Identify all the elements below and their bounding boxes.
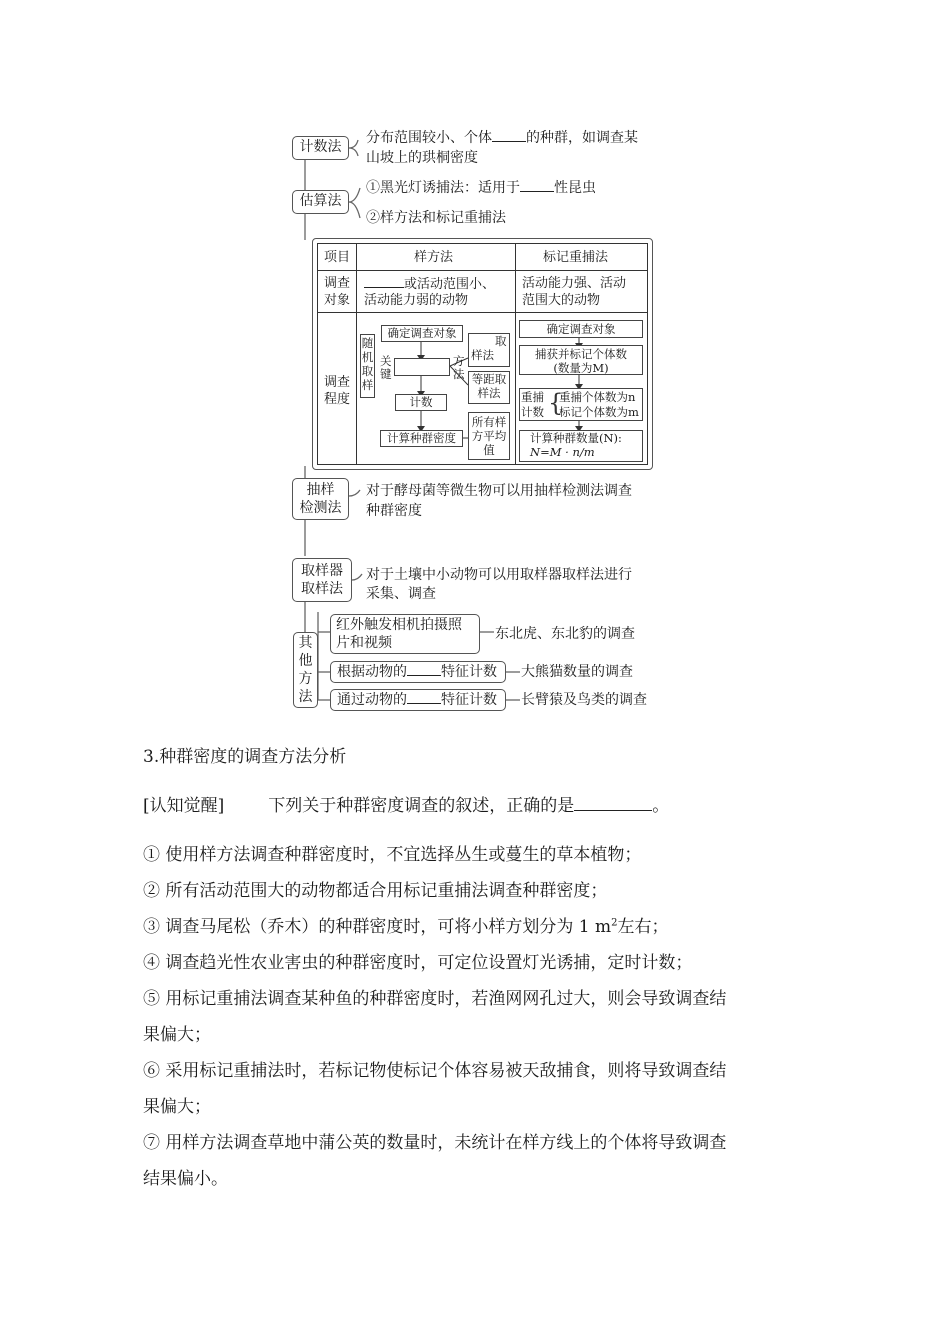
- table-header-item: 项目: [324, 250, 351, 265]
- statement-6-line-2: 果偏大；: [143, 1097, 211, 1117]
- blank: [520, 178, 554, 192]
- statement-3: ③ 调查马尾松（乔木）的种群密度时，可将小样方划分为 1 $m^2$左右；: [143, 917, 669, 937]
- other-feature-box-1: 根据动物的 特征计数: [330, 661, 506, 683]
- sampling-desc-2: 种群密度: [366, 503, 422, 519]
- count-method-label: 计数法: [299, 139, 342, 155]
- q-average-box: 所有样 方平均 值: [468, 412, 510, 460]
- table-header-mark-recapture: 标记重捕法: [543, 250, 609, 265]
- statement-5-line-2: 果偏大；: [143, 1025, 211, 1045]
- random-sampling-box: 随 机 取 样: [360, 334, 375, 398]
- other-feature-target-1: 大熊猫数量的调查: [521, 664, 633, 680]
- quadrat-object-1: 或活动范围小、: [364, 275, 495, 293]
- sampler-desc-2: 采集、调查: [366, 586, 436, 602]
- question-line: [认知觉醒] 下列关于种群密度调查的叙述，正确的是 。: [143, 793, 669, 818]
- table-divider: [318, 312, 647, 313]
- count-method-desc-2: 山坡上的珙桐密度: [366, 150, 478, 166]
- table-divider: [318, 270, 647, 271]
- statement-5-line-1: ⑤ 用标记重捕法调查某种鱼的种群密度时，若渔网网孔过大，则会导致调查结: [143, 989, 727, 1009]
- sampler-desc-1: 对于土壤中小动物可以用取样器取样法进行: [366, 567, 632, 583]
- table-divider: [515, 244, 516, 464]
- blank: [407, 662, 441, 676]
- key-label-2: 键: [380, 367, 392, 381]
- count-method-box: [292, 136, 349, 160]
- sampler-method-box: 取样器 取样法: [292, 558, 352, 602]
- table-header-quadrat: 样方法: [414, 250, 454, 265]
- row-label-object-1: 调查: [324, 276, 351, 291]
- q-count-box: 计数: [395, 394, 447, 411]
- row-label-procedure-2: 程度: [324, 392, 351, 407]
- m-recapture-brace: {: [548, 389, 564, 417]
- table-divider: [356, 244, 357, 464]
- mark-object-2: 范围大的动物: [522, 293, 601, 308]
- q-take-sample-box: 取 样法: [468, 333, 510, 367]
- m-recapture-m: 标记个体数为m: [559, 405, 639, 419]
- other-camera-box: 红外触发相机拍摄照 片和视频: [330, 614, 480, 654]
- method-label-2: 法: [453, 367, 465, 381]
- row-label-procedure-1: 调查: [324, 375, 351, 390]
- statement-6-line-1: ⑥ 采用标记重捕法时，若标记物使标记个体容易被天敌捕食，则将导致调查结: [143, 1061, 727, 1081]
- other-camera-target: 东北虎、东北豹的调查: [495, 626, 635, 642]
- q-equal-interval-box: 等距取 样法: [468, 371, 510, 404]
- superscript: 2: [611, 917, 618, 929]
- estimate-method-label: 估算法: [299, 193, 342, 209]
- other-feature-target-2: 长臂猿及鸟类的调查: [521, 692, 647, 708]
- key-label-1: 关: [380, 354, 392, 368]
- blank: [492, 128, 526, 142]
- blank: [364, 275, 404, 288]
- m-capture-box: 捕获并标记个体数 (数量为M): [519, 345, 643, 375]
- sampling-desc-1: 对于酵母菌等微生物可以用抽样检测法调查: [366, 483, 632, 499]
- row-label-object-2: 对象: [324, 293, 351, 308]
- statement-1: ① 使用样方法调查种群密度时，不宜选择丛生或蔓生的草本植物；: [143, 845, 642, 865]
- method-label-1: 方: [453, 354, 465, 368]
- statement-4: ④ 调查趋光性农业害虫的种群密度时，可定位设置灯光诱捕，定时计数；: [143, 953, 693, 973]
- q-determine-box: 确定调查对象: [381, 325, 463, 342]
- statement-2: ② 所有活动范围大的动物都适合用标记重捕法调查种群密度；: [143, 881, 608, 901]
- other-method-box: 其 他 方 法: [293, 632, 318, 708]
- m-recapture-n: 重捕个体数为n: [559, 390, 636, 404]
- q-calc-box: 计算种群密度: [380, 430, 463, 447]
- answer-blank: [574, 793, 652, 811]
- m-calc-box: 计算种群数量(N): N=M · n/m: [519, 430, 643, 462]
- estimate-item-1: ①黑光灯诱捕法：适用于 性昆虫: [366, 180, 596, 196]
- statement-7-line-2: 结果偏小。: [143, 1169, 228, 1189]
- estimate-item-2: ②样方法和标记重捕法: [366, 210, 506, 226]
- m-determine-box: 确定调查对象: [519, 320, 643, 338]
- other-feature-box-2: 通过动物的 特征计数: [330, 689, 506, 711]
- quadrat-object-2: 活动能力弱的动物: [364, 293, 469, 308]
- blank: [407, 690, 441, 704]
- sampling-test-box: 抽样 检测法: [292, 478, 349, 520]
- count-method-desc-1: 分布范围较小、个体 的种群，如调查某: [366, 130, 638, 146]
- estimate-method-box: [292, 190, 349, 214]
- m-recapture-label-1: 重捕: [521, 390, 544, 404]
- question-tag: [认知觉醒]: [143, 796, 225, 816]
- section-title: 3.种群密度的调查方法分析: [143, 747, 347, 767]
- question-text: 下列关于种群密度调查的叙述，正确的是: [268, 796, 575, 816]
- q-key-blank-box: [394, 358, 450, 376]
- statement-7-line-1: ⑦ 用样方法调查草地中蒲公英的数量时，未统计在样方线上的个体将导致调查: [143, 1133, 727, 1153]
- mark-object-1: 活动能力强、活动: [522, 276, 627, 291]
- m-recapture-label-2: 计数: [521, 405, 544, 419]
